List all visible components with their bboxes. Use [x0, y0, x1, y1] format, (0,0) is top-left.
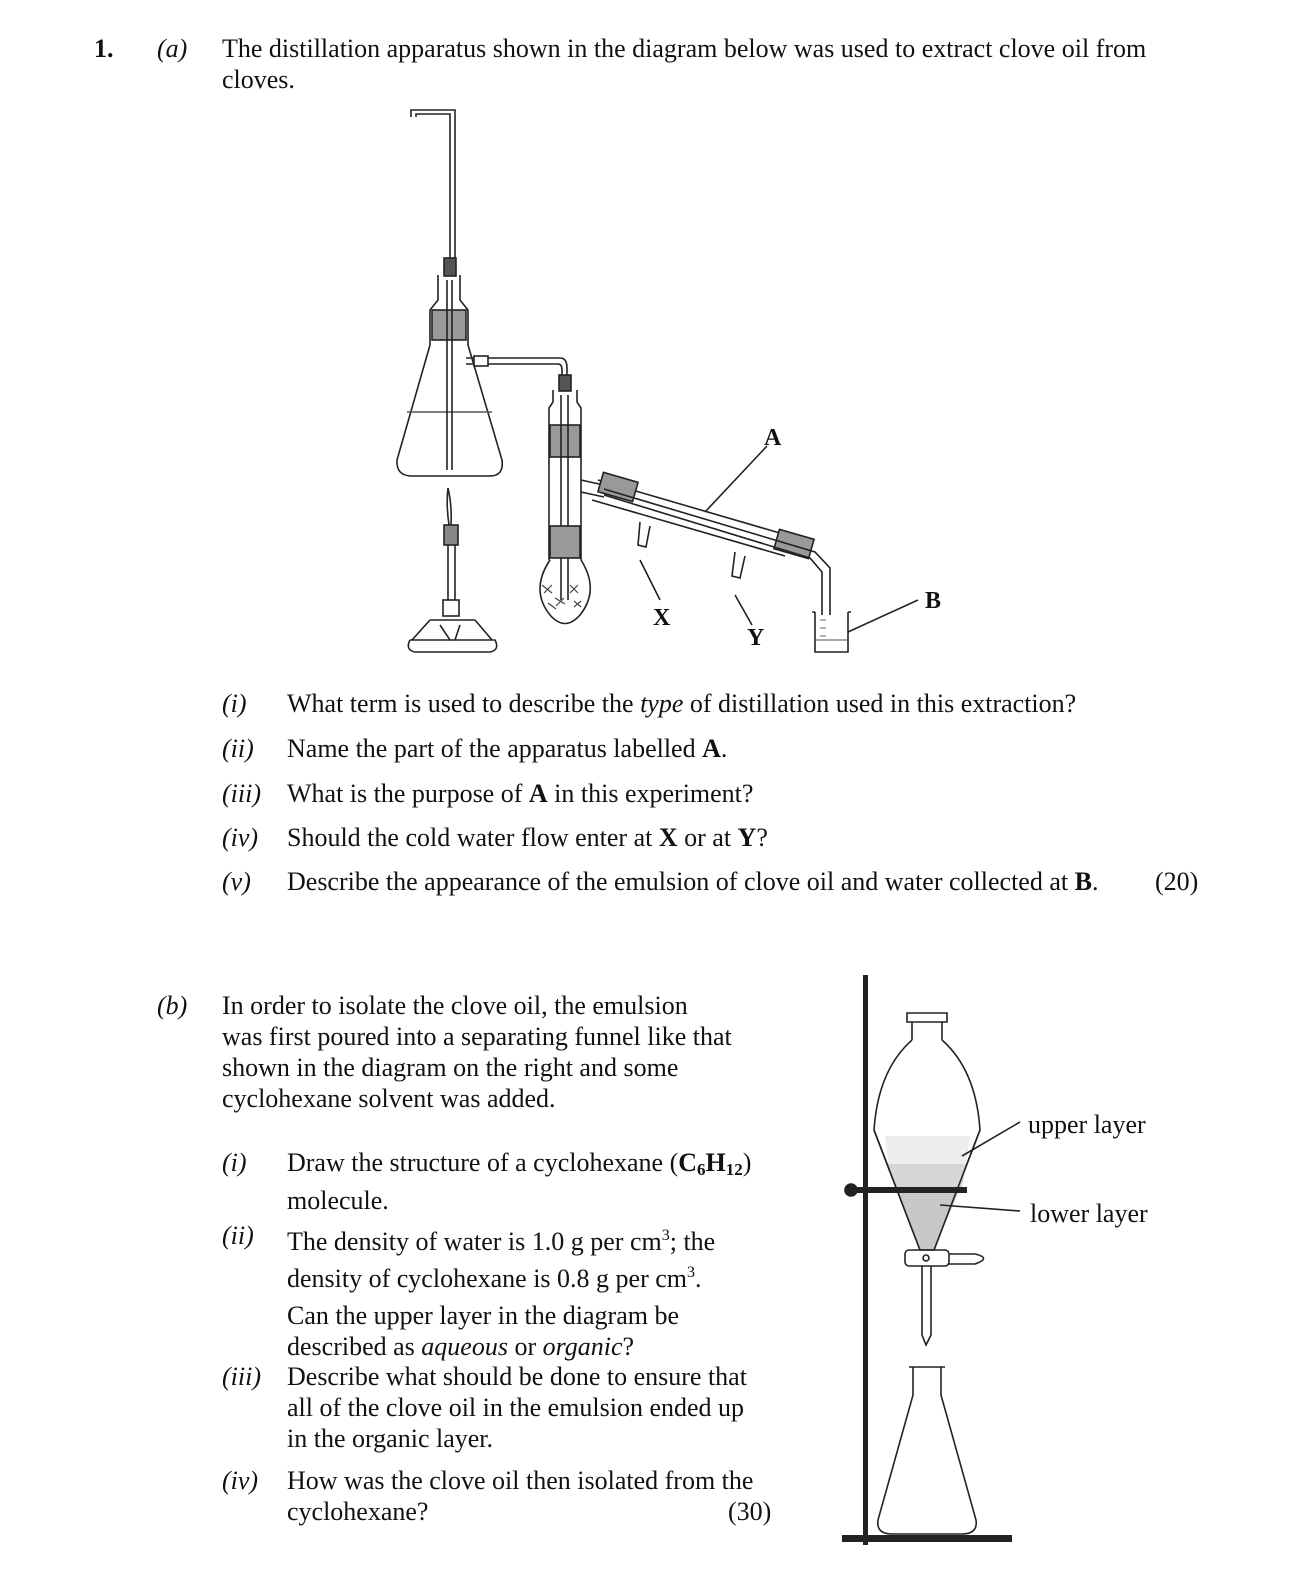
sub-b-iii-text: Describe what should be done to ensure that all of the clove oil in the emulsion ended up in the organic layer.: [287, 1362, 747, 1453]
part-b-intro: In order to isolate the clove oil, the emulsion was first poured into a separating funnel like that shown in the diagram on the right and some cyclohexane solvent was added.: [222, 991, 732, 1113]
diagram-label-a: A: [764, 425, 782, 451]
part-a-label: (a): [157, 34, 188, 63]
sub-a-iii-num: (iii): [222, 779, 261, 808]
sub-a-iv-text: Should the cold water flow enter at X or at Y?: [287, 823, 768, 852]
sub-a-i-num: (i): [222, 689, 247, 718]
sub-b-ii-text: The density of water is 1.0 g per $cm^3$; the density of cyclohexane is 0.8 g per $cm^3$. Can the upper layer in the diagram be described as aqueous or organic?: [287, 1227, 716, 1361]
part-a-marks: (20): [1155, 867, 1199, 896]
sub-a-iii-text: What is the purpose of A in this experiment?: [287, 779, 754, 808]
sub-a-iv-num: (iv): [222, 823, 259, 852]
diagram-label-y: Y: [747, 625, 765, 651]
sub-a-v-text: Describe the appearance of the emulsion of clove oil and water collected at B.: [287, 867, 1099, 896]
part-a-intro: The distillation apparatus shown in the diagram below was used to extract clove oil from cloves.: [222, 34, 1147, 94]
funnel-label-lower-layer: lower layer: [1030, 1199, 1148, 1228]
diagram-label-x: X: [653, 605, 671, 631]
sub-b-i-text: Draw the structure of a cyclohexane $(C_6H_{12})$ molecule.: [287, 1148, 752, 1215]
part-b-label: (b): [157, 991, 188, 1020]
sub-b-ii-num: (ii): [222, 1221, 254, 1250]
sub-b-iii-num: (iii): [222, 1362, 261, 1391]
sub-a-i-text: What term is used to describe the type of distillation used in this extraction?: [287, 689, 1077, 718]
funnel-label-upper-layer: upper layer: [1028, 1110, 1146, 1139]
sub-b-iv-num: (iv): [222, 1466, 259, 1495]
diagram-label-b: B: [925, 588, 942, 614]
sub-b-iv-text: How was the clove oil then isolated from the cyclohexane?: [287, 1466, 754, 1526]
sub-a-v-num: (v): [222, 867, 251, 896]
sub-b-i-num: (i): [222, 1148, 247, 1177]
part-b-marks: (30): [728, 1497, 772, 1526]
sub-a-ii-num: (ii): [222, 734, 254, 763]
question-number: 1.: [94, 34, 114, 63]
sub-a-ii-text: Name the part of the apparatus labelled A.: [287, 734, 728, 763]
